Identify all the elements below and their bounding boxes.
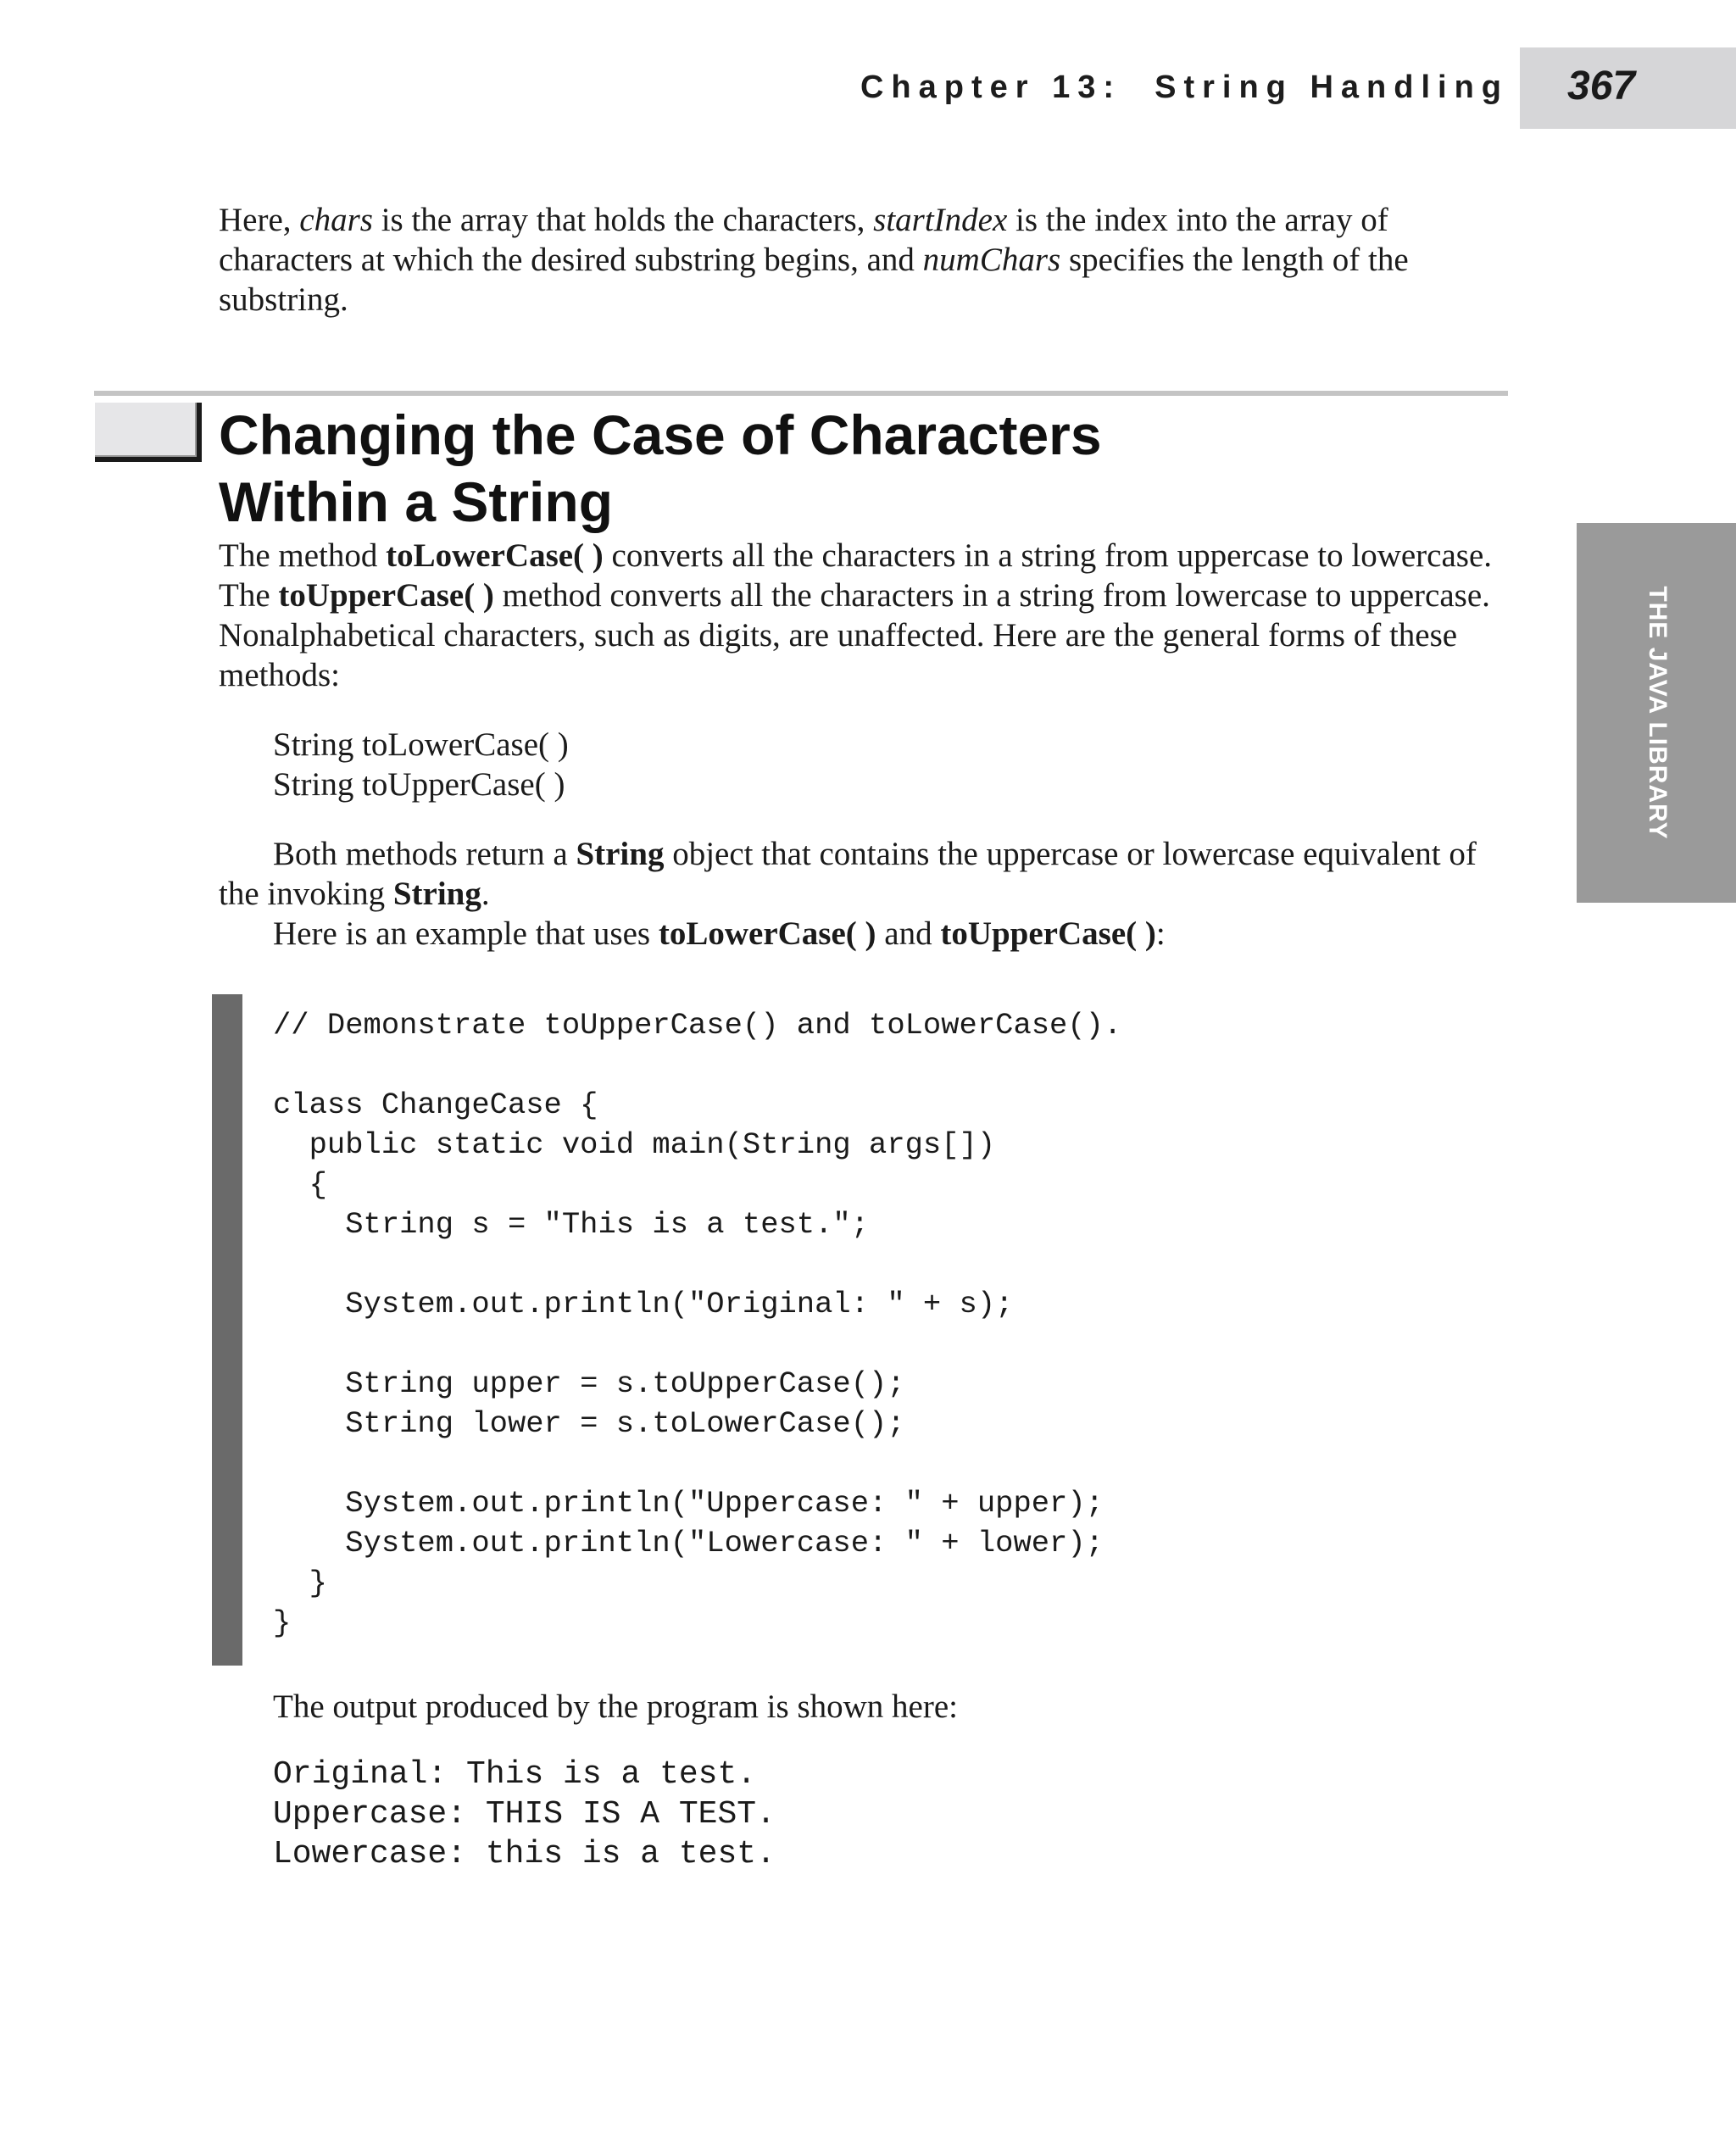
intro-text: specifies the length of the substring. (219, 242, 1409, 318)
output-line: Original: This is a test. (273, 1756, 757, 1793)
general-form-line: String toUpperCase( ) (273, 766, 565, 803)
num-chars-term: numChars (922, 242, 1061, 278)
intro-text: is the array that holds the characters, (372, 202, 874, 238)
body-text: The method (219, 537, 387, 574)
chapter-header: Chapter 13: String Handling (860, 70, 1509, 105)
code-line: System.out.println("Lowercase: " + lower); (273, 1526, 1104, 1560)
section-heading (219, 402, 1405, 536)
general-form-line: String toLowerCase( ) (273, 726, 569, 763)
code-line: { (273, 1167, 327, 1202)
example-intro-paragraph (273, 914, 1507, 954)
method-description-paragraph (219, 536, 1507, 695)
body-text: . (481, 876, 490, 912)
code-line: } (273, 1566, 327, 1600)
program-output (273, 1755, 776, 1874)
code-line: String upper = s.toUpperCase(); (273, 1366, 905, 1401)
side-tab (1577, 523, 1736, 903)
body-text: : (1155, 915, 1166, 952)
body-text: Both methods return a (273, 836, 576, 872)
code-line: String lower = s.toLowerCase(); (273, 1406, 905, 1441)
return-description-paragraph (219, 834, 1507, 914)
page-number-box (1520, 47, 1736, 129)
code-block-bar (212, 994, 242, 1666)
method-name: toLowerCase( ) (386, 537, 604, 574)
code-line (273, 1324, 1121, 1364)
body-text: and (876, 915, 941, 952)
output-line: Uppercase: THIS IS A TEST. (273, 1796, 776, 1833)
body-text: converts all the characters in a string from uppercase to lowercase. The (219, 537, 1493, 614)
section-marker-icon (95, 403, 202, 462)
body-text: object that contains the uppercase or lowercase equivalent of the invoking (219, 836, 1477, 912)
side-tab-label: THE JAVA LIBRARY (1644, 586, 1672, 840)
body-text: Here is an example that uses (273, 915, 659, 952)
page-number: 367 (1567, 64, 1636, 108)
intro-text: Here, (219, 202, 300, 238)
method-name: toLowerCase( ) (658, 915, 876, 952)
class-name: String (576, 836, 665, 872)
class-name: String (392, 876, 481, 912)
code-line: String s = "This is a test."; (273, 1207, 870, 1242)
code-line (273, 1443, 1121, 1483)
intro-paragraph (219, 200, 1507, 320)
heading-line: Changing the Case of Characters (219, 403, 1102, 466)
start-index-term: startIndex (873, 202, 1008, 238)
output-line: Lowercase: this is a test. (273, 1836, 776, 1872)
code-line: public static void main(String args[]) (273, 1127, 996, 1162)
code-line (273, 1244, 1121, 1284)
intro-text: is the index into the array of characters at which the desired substring begins, and (219, 202, 1388, 278)
code-listing (273, 1005, 1121, 1643)
code-line: System.out.println("Original: " + s); (273, 1287, 1014, 1321)
heading-line: Within a String (219, 470, 614, 533)
code-line: System.out.println("Uppercase: " + upper); (273, 1486, 1104, 1521)
method-name: toUpperCase( ) (940, 915, 1156, 952)
code-line: // Demonstrate toUpperCase() and toLowerCase(). (273, 1008, 1122, 1043)
code-line: } (273, 1605, 292, 1640)
code-line: class ChangeCase { (273, 1087, 598, 1122)
chars-term: chars (299, 202, 373, 238)
code-line (273, 1045, 1121, 1085)
output-intro: The output produced by the program is shown here: (273, 1688, 958, 1725)
general-forms (273, 725, 1507, 804)
method-name: toUpperCase( ) (278, 577, 494, 614)
section-rule (94, 391, 1508, 396)
body-text: method converts all the characters in a string from lowercase to uppercase. Nonalphabetical characters, such as digits, are unaffected. Here are the general forms of these methods: (219, 577, 1490, 693)
